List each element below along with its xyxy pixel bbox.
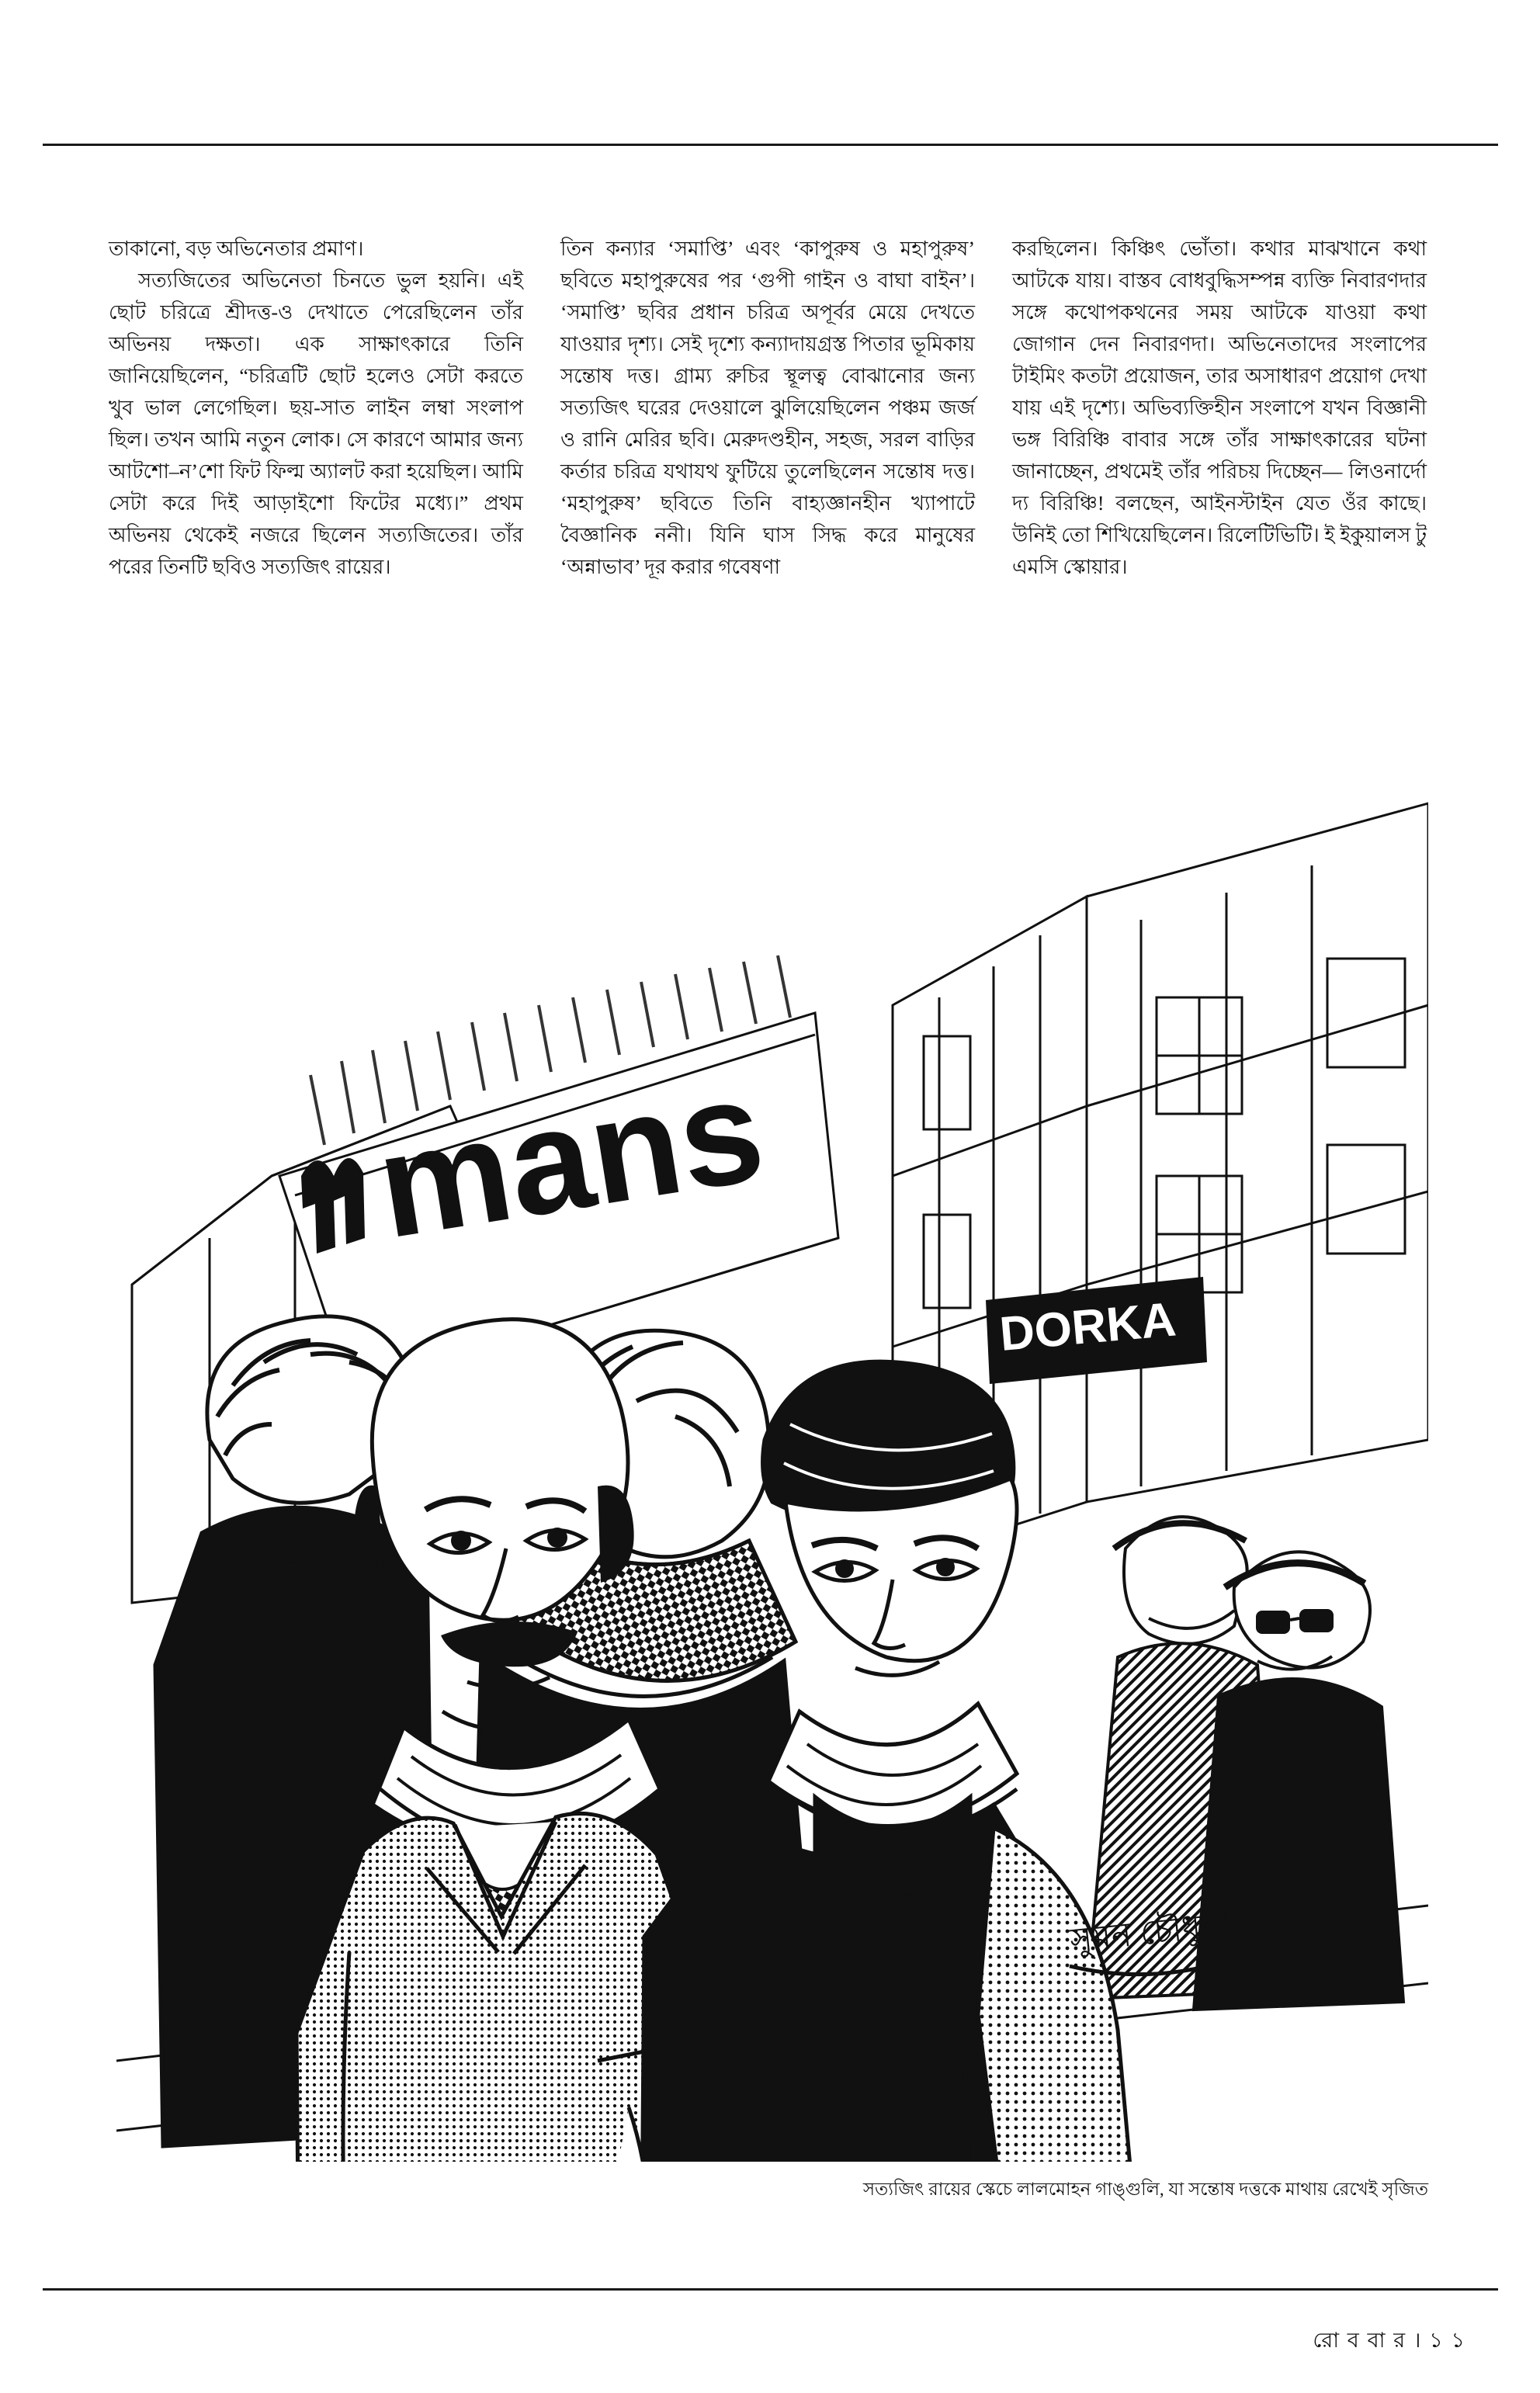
paragraph: সত্যজিতের অভিনেতা চিনতে ভুল হয়নি। এই ছোট চরিত্রে শ্রীদত্ত-ও দেখাতে পেরেছিলেন তাঁর অভিনয় দক্ষতা। এক সাক্ষাৎকারে তিনি জানিয়েছিলেন, “চরিত্রটি ছোট হলেও সেটা করতে খুব ভাল লেগেছিল। ছয়-সাত লাইন লম্বা সংলাপ ছিল। তখন আমি নতুন লোক। সে কারণে আমার জন্য আটশো–ন’শো ফিট ফিল্ম অ্যালট করা হয়েছিল। আমি সেটা করে দিই আড়াইশো ফিটের মধ্যে।” প্রথম অভিনয় থেকেই নজরে ছিলেন সত্যজিতের। তাঁর পরের তিনটি ছবিও সত্যজিৎ রায়ের। — [109, 269, 523, 578]
article-columns — [109, 233, 1428, 583]
column-1 — [109, 233, 523, 583]
secondary-sign-text: DORKA — [997, 1292, 1178, 1361]
top-rule — [43, 144, 1498, 146]
bottom-rule — [43, 2288, 1498, 2291]
column-3 — [1012, 233, 1427, 583]
paragraph: তাকানো, বড় অভিনেতার প্রমাণ। — [109, 238, 364, 260]
column-2 — [560, 233, 975, 583]
shop-sign-text: mans — [367, 1046, 774, 1270]
artist-signature: সুমন চৌধুরী — [1067, 1905, 1232, 1960]
paragraph: তিন কন্যার ‘সমাপ্তি’ এবং ‘কাপুরুষ ও মহাপুরুষ’ ছবিতে মহাপুরুষের পর ‘গুপী গাইন ও বাঘা বাইন’। ‘সমাপ্তি’ ছবির প্রধান চরিত্র অপূর্বর মেয়ে দেখতে যাওয়ার দৃশ্য। সেই দৃশ্যে কন্যাদায়গ্রস্ত পিতার ভূমিকায় সন্তোষ দত্ত। গ্রাম্য রুচির স্থূলত্ব বোঝানোর জন্য সত্যজিৎ ঘরের দেওয়ালে ঝুলিয়েছিলেন পঞ্চম জর্জ ও রানি মেরির ছবি। মেরুদণ্ডহীন, সহজ, সরল বাড়ির কর্তার চরিত্র যথাযথ ফুটিয়ে তুলেছিলেন সন্তোষ দত্ত। ‘মহাপুরুষ’ ছবিতে তিনি বাহ্যজ্ঞানহীন খ্যাপাটে বৈজ্ঞানিক ননী। যিনি ঘাস সিদ্ধ করে মানুষের ‘অন্নাভাব’ দূর করার গবেষণা — [560, 238, 975, 578]
illustration-container — [116, 741, 1428, 2162]
page-footer: রো ব বা র । ১ ১ — [1313, 2329, 1466, 2352]
street-crowd-illustration — [116, 741, 1428, 2162]
paragraph: করছিলেন। কিঞ্চিৎ ভোঁতা। কথার মাঝখানে কথা আটকে যায়। বাস্তব বোধবুদ্ধিসম্পন্ন ব্যক্তি নিবারণদার সঙ্গে কথোপকথনের সময় আটকে যাওয়া কথা জোগান দেন নিবারণদা। অভিনেতাদের সংলাপের টাইমিং কতটা প্রয়োজন, তার অসাধারণ প্রয়োগ দেখা যায় এই দৃশ্যে। অভিব্যক্তিহীন সংলাপে যখন বিজ্ঞানী ভঙ্গ বিরিঞ্চি বাবার সঙ্গে তাঁর সাক্ষাৎকারের ঘটনা জানাচ্ছেন, প্রথমেই তাঁর পরিচয় দিচ্ছেন— লিওনার্দো দ্য বিরিঞ্চি! বলছেন, আইনস্টাইন যেত ওঁর কাছে। উনিই তো শিখিয়েছিলেন। রিলেটিভিটি। ই ইকুয়ালস টু এমসি স্কোয়ার। — [1012, 238, 1427, 578]
illustration-caption: সত্যজিৎ রায়ের স্কেচে লালমোহন গাঙ্গুলি, যা সন্তোষ দত্তকে মাথায় রেখেই সৃজিত — [862, 2180, 1428, 2199]
